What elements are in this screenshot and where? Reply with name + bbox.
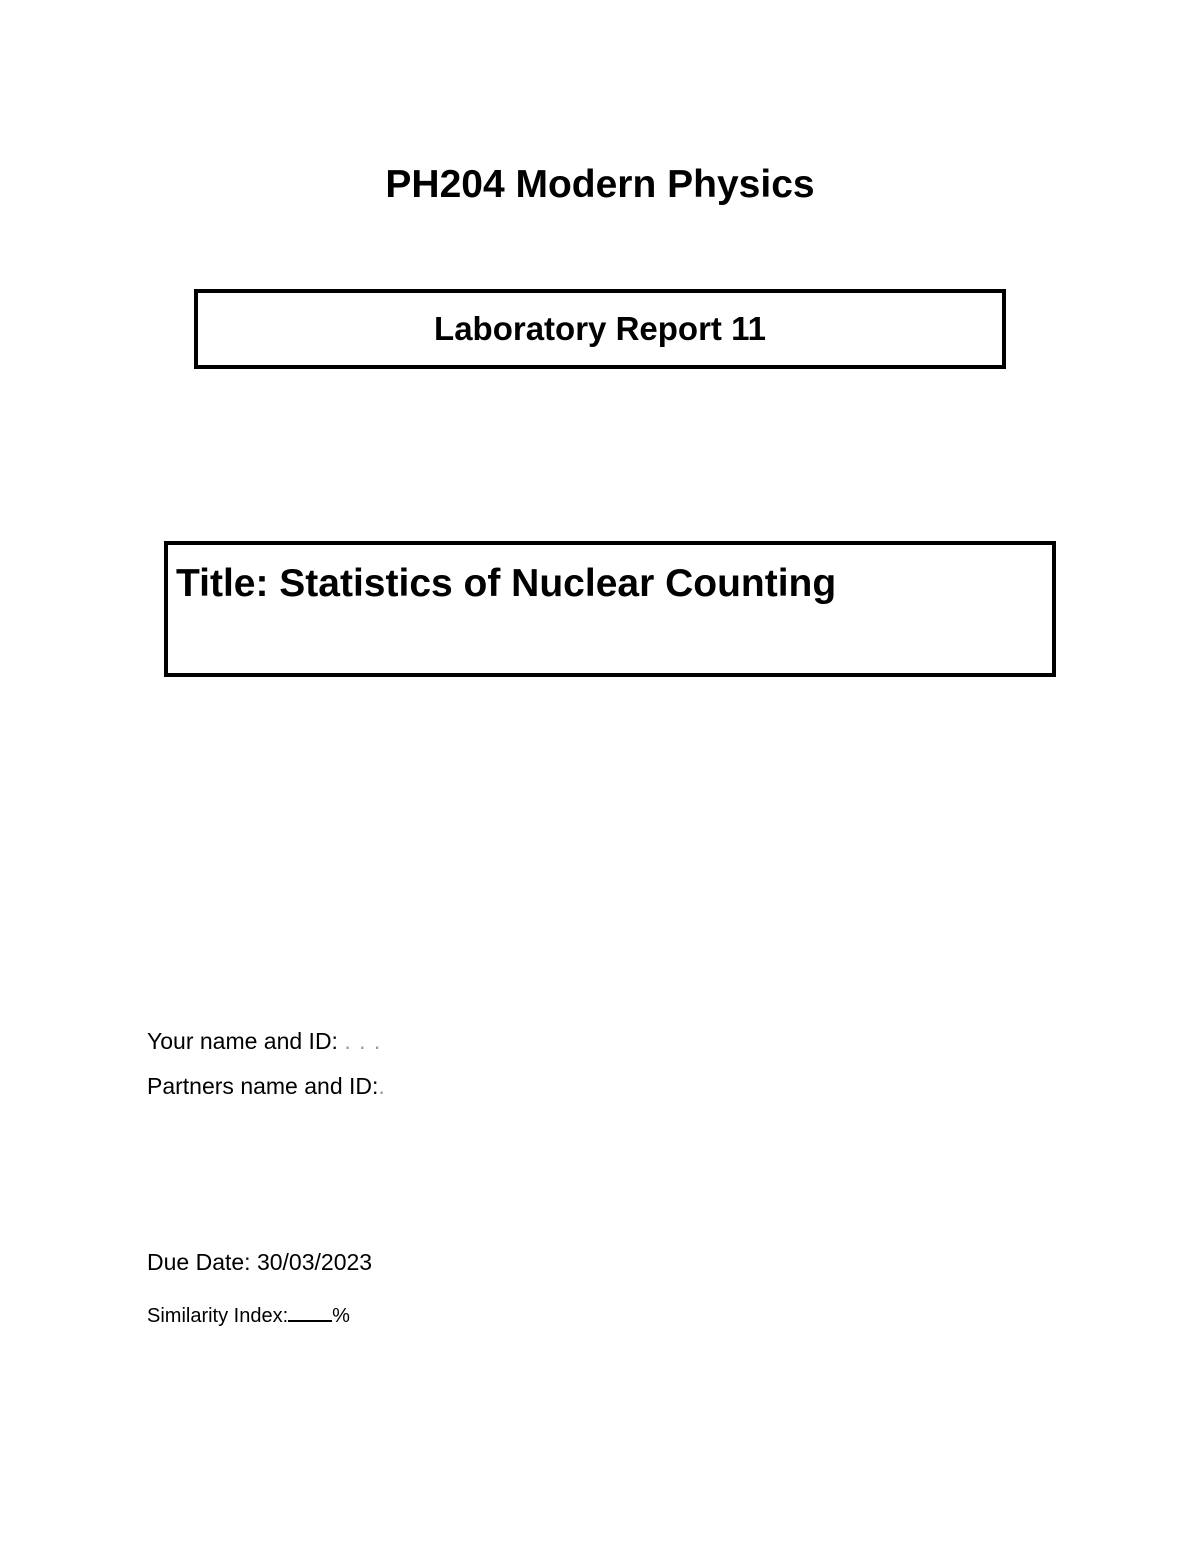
- similarity-index-unit: %: [332, 1305, 350, 1327]
- partner-name-label: Partners name and ID:: [147, 1073, 379, 1099]
- due-date-value: 30/03/2023: [256, 1249, 373, 1275]
- similarity-index-label: Similarity Index:: [147, 1305, 289, 1327]
- report-number-label: Laboratory Report 11: [434, 310, 766, 347]
- student-name-field: [147, 1026, 381, 1056]
- partner-name-value: .: [378, 1073, 386, 1099]
- student-name-label: Your name and ID:: [147, 1028, 338, 1054]
- due-date-field: [147, 1247, 372, 1277]
- experiment-title: Title: Statistics of Nuclear Counting: [176, 562, 837, 605]
- similarity-index-field: [147, 1300, 350, 1331]
- partner-name-field: [147, 1071, 386, 1101]
- similarity-index-blank: [288, 1300, 332, 1322]
- course-title: PH204 Modern Physics: [385, 163, 815, 206]
- due-date-label: Due Date:: [147, 1249, 251, 1275]
- report-number-box: [194, 289, 1006, 369]
- experiment-title-box: [164, 541, 1056, 677]
- student-name-value: . . .: [344, 1028, 382, 1054]
